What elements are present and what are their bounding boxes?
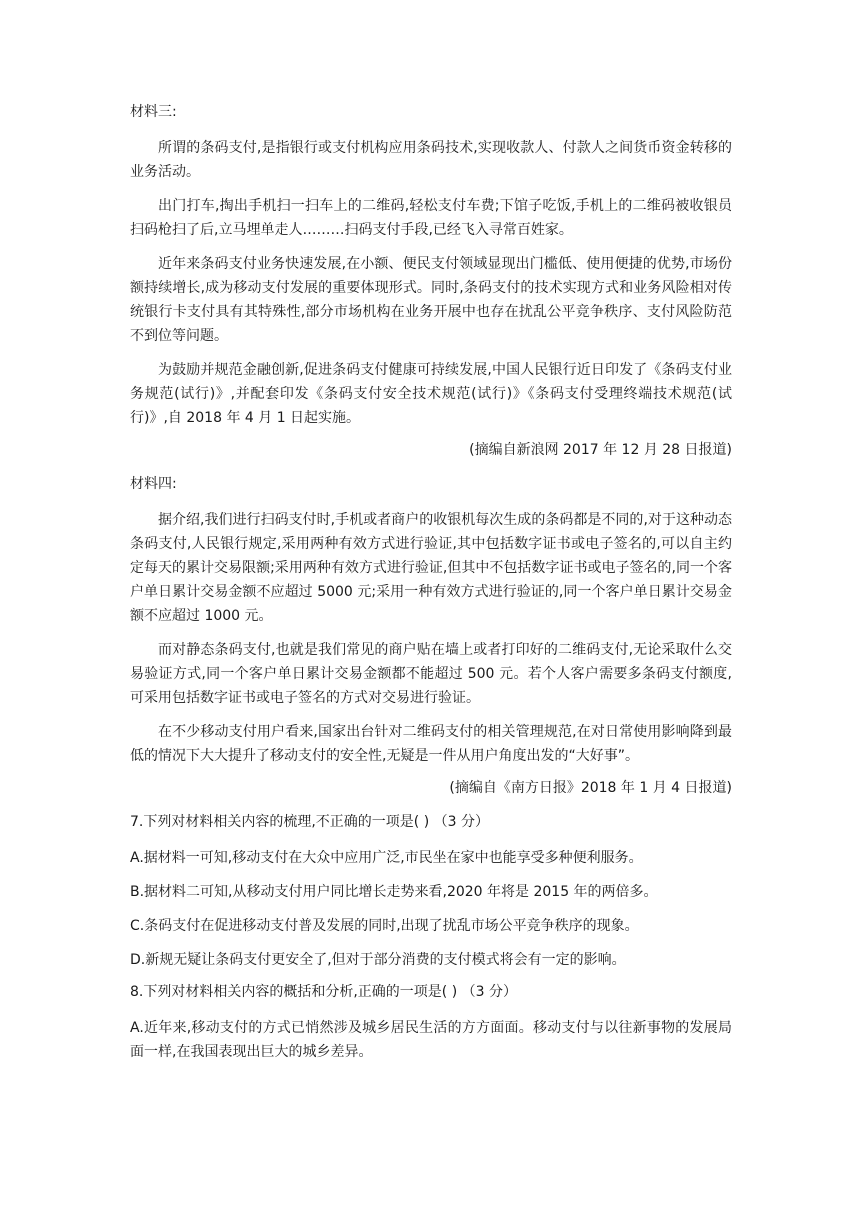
question-7-option-b: B.据材料二可知,从移动支付用户同比增长走势来看,2020 年将是 2015 年的两倍多。 [130, 884, 658, 900]
question-7-option-a: A.据材料一可知,移动支付在大众中应用广泛,市民坐在家中也能享受多种便利服务。 [130, 850, 643, 866]
material-3-paragraph-4: 为鼓励并规范金融创新,促进条码支付健康可持续发展,中国人民银行近日印发了《条码支付业务规范(试行)》,并配套印发《条码支付安全技术规范(试行)》《条码支付受理终端技术规范(试行)》,自 2018 年 4 月 1 日起实施。 [130, 362, 732, 426]
material-3-source: (摘编自新浪网 2017 年 12 月 28 日报道) [469, 442, 732, 458]
question-7-option-d: D.新规无疑让条码支付更安全了,但对于部分消费的支付模式将会有一定的影响。 [130, 952, 626, 968]
question-7-option-c: C.条码支付在促进移动支付普及发展的同时,出现了扰乱市场公平竞争秩序的现象。 [130, 918, 639, 934]
question-7-stem: 7.下列对材料相关内容的梳理,不正确的一项是( ) （3 分） [130, 814, 489, 830]
material-3-paragraph-3: 近年来条码支付业务快速发展,在小额、便民支付领域显现出门槛低、使用便捷的优势,市场份额持续增长,成为移动支付发展的重要体现形式。同时,条码支付的技术实现方式和业务风险相对传统银行卡支付具有其特殊性,部分市场机构在业务开展中也存在扰乱公平竞争秩序、支付风险防范不到位等问题。 [130, 256, 732, 344]
material-4-paragraph-2: 而对静态条码支付,也就是我们常见的商户贴在墙上或者打印好的二维码支付,无论采取什么交易验证方式,同一个客户单日累计交易金额都不能超过 500 元。若个人客户需要多条码支付额度,可采用包括数字证书或电子签名的方式对交易进行验证。 [130, 642, 732, 706]
material-4-heading: 材料四: [130, 476, 177, 492]
material-3-paragraph-1: 所谓的条码支付,是指银行或支付机构应用条码技术,实现收款人、付款人之间货币资金转移的业务活动。 [130, 140, 732, 180]
question-8-option-a: A.近年来,移动支付的方式已悄然涉及城乡居民生活的方方面面。移动支付与以往新事物的发展局面一样,在我国表现出巨大的城乡差异。 [130, 1020, 732, 1060]
material-3-paragraph-2: 出门打车,掏出手机扫一扫车上的二维码,轻松支付车费;下馆子吃饭,手机上的二维码被收银员扫码枪扫了后,立马埋单走人………扫码支付手段,已经飞入寻常百姓家。 [130, 198, 732, 238]
material-3-heading: 材料三: [130, 104, 177, 120]
material-4-paragraph-3: 在不少移动支付用户看来,国家出台针对二维码支付的相关管理规范,在对日常使用影响降到最低的情况下大大提升了移动支付的安全性,无疑是一件从用户角度出发的“大好事”。 [130, 724, 732, 764]
material-4-paragraph-1: 据介绍,我们进行扫码支付时,手机或者商户的收银机每次生成的条码都是不同的,对于这种动态条码支付,人民银行规定,采用两种有效方式进行验证,其中包括数字证书或电子签名的,可以自主约定每天的累计交易限额;采用两种有效方式进行验证,但其中不包括数字证书或电子签名的,同一个客户单日累计交易金额不应超过 5000 元;采用一种有效方式进行验证的,同一个客户单日累计交易金额不应超过 1000 元。 [130, 512, 732, 624]
question-8-stem: 8.下列对材料相关内容的概括和分析,正确的一项是( ) （3 分） [130, 984, 517, 1000]
material-4-source: (摘编自《南方日报》2018 年 1 月 4 日报道) [449, 780, 732, 796]
